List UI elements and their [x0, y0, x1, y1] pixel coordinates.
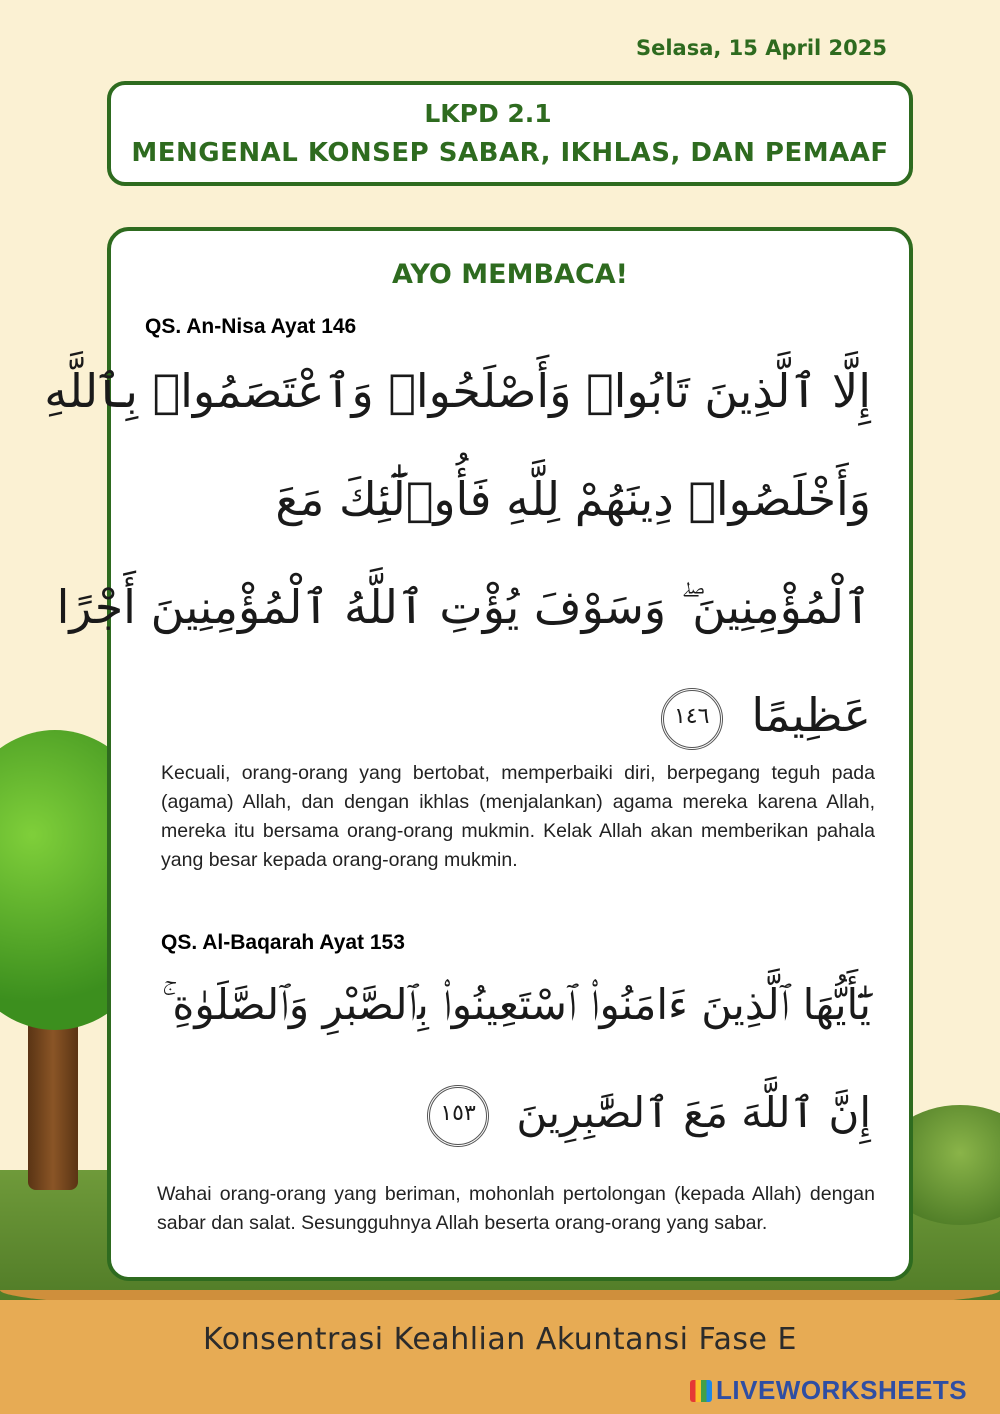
reading-card — [44, 227, 913, 1281]
verse2-translation: Wahai orang-orang yang beriman, mohonlah pertolongan (kepada Allah) dengan sabar dan salat. Sesungguhnya Allah beserta orang-orang yang sabar. — [157, 1183, 875, 1234]
section-title: AYO MEMBACA! — [392, 259, 628, 290]
ayah-number-marker: ١٤٦ — [661, 688, 723, 750]
verse1-arabic-word: عَظِيمًا — [751, 688, 871, 742]
liveworksheets-logo — [690, 1375, 967, 1406]
watermark-text: LIVEWORKSHEETS — [716, 1375, 968, 1405]
verse1-arabic-line: إِلَّا ٱلَّذِينَ تَابُوا۟ وَأَصْلَحُوا۟ وَٱعْتَصَمُوا۟ بِٱللَّهِ — [44, 364, 871, 418]
worksheet-code: LKPD 2.1 — [424, 99, 552, 128]
verse2-arabic-line: يَٰٓأَيُّهَا ٱلَّذِينَ ءَامَنُوا۟ ٱسْتَعِينُوا۟ بِٱلصَّبْرِ وَٱلصَّلَوٰةِ ۚ — [161, 980, 871, 1029]
title-box — [107, 81, 913, 186]
worksheet-title: MENGENAL KONSEP SABAR, IKHLAS, DAN PEMAAF — [131, 138, 889, 168]
verse1-reference: QS. An-Nisa Ayat 146 — [145, 315, 357, 338]
verse1-arabic — [44, 357, 871, 789]
verse1-arabic-line: وَأَخْلَصُوا۟ دِينَهُمْ لِلَّهِ فَأُو۟لَٰٓئِكَ مَعَ — [275, 472, 871, 526]
footer-caption: Konsentrasi Keahlian Akuntansi Fase E — [203, 1322, 797, 1357]
date-label: Selasa, 15 April 2025 — [635, 36, 887, 60]
verse2-arabic-line-last — [151, 1079, 871, 1147]
ayah-number-marker: ١٥٣ — [427, 1085, 489, 1147]
liveworksheets-icon — [690, 1380, 712, 1402]
verse1-arabic-line-last — [151, 681, 871, 749]
verse1-translation: Kecuali, orang-orang yang bertobat, memperbaiki diri, berpegang teguh pada (agama) Allah, dan dengan ikhlas (menjalankan) agama mereka karena Allah, mereka itu bersama orang-orang mukmin. Kelak Allah akan memberikan pahala yang besar kepada orang-orang mukmin. — [161, 762, 875, 871]
verse2-arabic — [151, 971, 871, 1187]
verse1-arabic-line: ٱلْمُؤْمِنِينَ ۖ وَسَوْفَ يُؤْتِ ٱللَّهُ ٱلْمُؤْمِنِينَ أَجْرًا — [56, 580, 871, 634]
verse2-reference: QS. Al-Baqarah Ayat 153 — [161, 931, 405, 954]
verse2-arabic-phrase: إِنَّ ٱللَّهَ مَعَ ٱلصَّٰبِرِينَ — [516, 1088, 871, 1137]
